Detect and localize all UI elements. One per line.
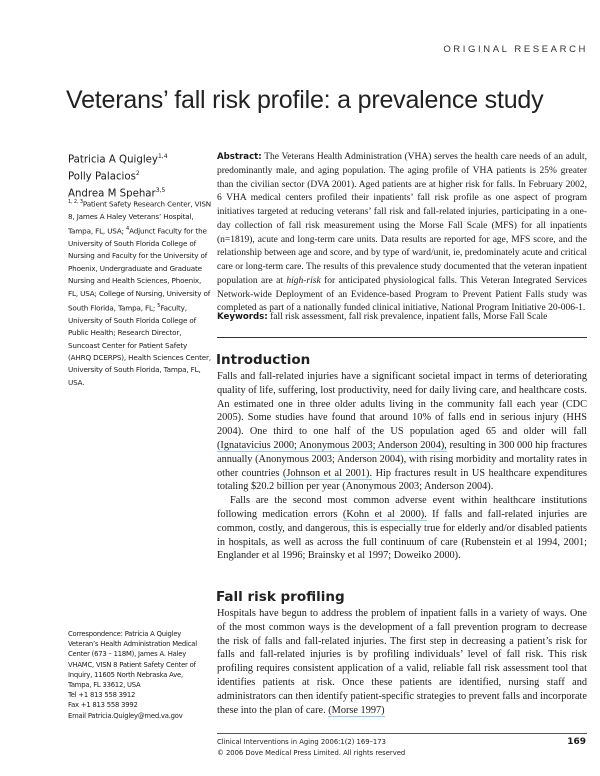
page-number: 169 bbox=[567, 737, 586, 747]
author-name: Polly Palacios bbox=[68, 171, 136, 183]
text: resulting in 300 000 hip fractures annually (Anonymous 2003; Anderson 2004), with rising morbidity and mortality rates in other countries bbox=[217, 439, 587, 479]
text: Falls and fall-related injuries have a significant societal impact in terms of deteriorating quality of life, suffering, lost productivity, need for daily living care, and healthcare costs. An estimated one in three older adults living in the community fall each year (CDC 2005). Some studies have found that around 10% of falls end in serious injury (HHS 2004). One third to one half of the US population aged 65 and older will fall bbox=[217, 371, 587, 438]
text: Hospitals have begun to address the problem of inpatient falls in a variety of ways. One of the most common ways is the development of a fall prevention program to decrease the risk of falls and fall-related injuries. The first step in decreasing a patient’s risk for falls and fall-related injuries is by profiling individuals’ level of fall risk. This risk profiling requires consistent application of a valid, reliable fall risk assessment tool that identifies patients at risk. Once these patients are identified, nursing staff and administrators can then identify patient-specific strategies to prevent falls and incorporate these into the plan of care. bbox=[217, 608, 587, 716]
corr-line: Inquiry, 11605 North Nebraska Ave, bbox=[68, 670, 183, 679]
article-title: Veterans’ fall risk profile: a prevalence study bbox=[66, 86, 544, 114]
author-name: Andrea M Spehar bbox=[68, 188, 156, 200]
corr-phone: Tel +1 813 558 3912 bbox=[68, 691, 136, 700]
author-affil-sup: 3,5 bbox=[155, 186, 166, 194]
author-name: Patricia A Quigley bbox=[68, 154, 158, 166]
abstract-label: Abstract: bbox=[217, 152, 262, 162]
author-list bbox=[68, 150, 168, 201]
section-label: ORIGINAL RESEARCH bbox=[443, 44, 588, 55]
affil-text: Faculty, University of South Florida College of Public Health; Research Director, Suncoast Center for Patient Safety (AHRQ DCERPS), Health Sciences Center, University of South Florida, Tampa, FL, USA. bbox=[68, 303, 211, 387]
author-affil-sup: 2 bbox=[135, 169, 140, 177]
paragraph bbox=[217, 607, 587, 717]
author bbox=[68, 150, 168, 167]
corr-line: Center (673 – 118M), James A. Haley bbox=[68, 650, 187, 659]
copyright: © 2006 Dove Medical Press Limited. All rights reserved bbox=[217, 749, 406, 757]
corr-email: Email Patricia.Quigley@med.va.gov bbox=[68, 711, 183, 720]
abstract bbox=[217, 151, 587, 316]
correspondence bbox=[68, 629, 210, 721]
affil-sup: 4 bbox=[126, 226, 130, 233]
paragraph bbox=[217, 370, 587, 494]
keywords-label: Keywords: bbox=[217, 312, 268, 322]
footer-divider bbox=[217, 733, 587, 734]
affil-text: Patient Safety Research Center, VISN 8, James A Haley Veterans’ Hospital, Tampa, FL, USA; bbox=[68, 199, 212, 236]
corr-fax: Fax +1 813 558 3992 bbox=[68, 701, 138, 710]
divider bbox=[217, 337, 587, 338]
corr-line: Correspondence: Patricia A Quigley bbox=[68, 630, 182, 638]
text: Falls are the second most common adverse event within healthcare institutions following medication errors bbox=[217, 495, 587, 520]
author-affil-sup: 1,4 bbox=[157, 153, 168, 160]
section-heading-fall-risk-profiling: Fall risk profiling bbox=[216, 589, 345, 605]
affil-sup: 5 bbox=[157, 303, 161, 310]
author bbox=[68, 167, 168, 184]
citation-link[interactable]: (Kohn et al 2000). bbox=[342, 508, 427, 520]
citation-link[interactable]: (Johnson et al 2001). bbox=[282, 467, 373, 479]
citation-link[interactable]: (Ignatavicius 2000; Anonymous 2003; Anderson 2004), bbox=[217, 439, 447, 451]
citation-link[interactable]: (Morse 1997) bbox=[328, 704, 385, 716]
keywords-text: fall risk assessment, fall risk prevalence, inpatient falls, Morse Fall Scale bbox=[267, 312, 548, 322]
corr-line: Veteran’s Health Administration Medical bbox=[68, 640, 197, 649]
journal-citation: Clinical Interventions in Aging 2006:1(2) 169–173 bbox=[217, 738, 386, 746]
abstract-text: for anticipated physiological falls. This Veteran Integrated Services Network-wide Deployment of an Evidence-based Program to Prevent Patient Falls study was completed as part of a nationally funded clinical initiative, National Program Initiative 20-006-1. bbox=[217, 275, 588, 314]
section-heading-introduction: Introduction bbox=[216, 352, 311, 368]
corr-line: VHAMC, VISN 8 Patient Safety Center of bbox=[68, 660, 196, 669]
abstract-text: The Veterans Health Administration (VHA) serves the health care needs of an adult, predominantly male, and aging population. The aging profile of VHA patients is 25% greater than the civilian sector (DVA 2001). Aged patients are at higher risk for falls. In February 2002, 6 VHA medical centers profiled their inpatients’ fall risk profile as one aspect of program initiatives targeted at reducing veterans’ fall risk and fall-related injuries, participating in a one-day collection of fall risk measurement using the Morse Fall Scale (MFS) for all inpatients (n=1819), acute and long-term care units. Data results are reported for age, MFS score, and the relationship between age and score, and by type of ward/unit, ie, predominately acute and critical care or long-term care. The results of this prevalence study documented that the veteran inpatient population are at bbox=[217, 152, 587, 286]
affil-text: Adjunct Faculty for the University of South Florida College of Nursing and Faculty for the University of Phoenix, Undergraduate and Graduate Nursing and Health Sciences, Phoenix, FL, USA; College of Nursing, University of South Florida, Tampa, FL; bbox=[68, 226, 211, 313]
affil-sup: 1, 2, 3 bbox=[68, 199, 83, 205]
corr-line: Tampa, FL 33612, USA bbox=[68, 681, 141, 690]
abstract-emphasis: high-risk bbox=[286, 275, 321, 286]
text: If falls and fall-related injuries are common, costly, and dangerous, this is especially true for elderly and/or disabled patients in hospitals, as well as across the full continuum of care (Rubenstein et al 1994, 2001; Englander et al 1996; Brainsky et al 1997; Doweiko 2000). bbox=[217, 508, 587, 562]
keywords bbox=[217, 312, 587, 322]
footer bbox=[217, 737, 405, 759]
introduction-body bbox=[217, 370, 587, 563]
paragraph bbox=[217, 494, 587, 563]
text: Hip fractures result in US healthcare expenditures totaling $20.2 billion per year (Anonymous 2003; Anderson 2004). bbox=[217, 467, 587, 493]
fall-risk-body bbox=[217, 607, 587, 717]
affiliations bbox=[68, 196, 212, 389]
